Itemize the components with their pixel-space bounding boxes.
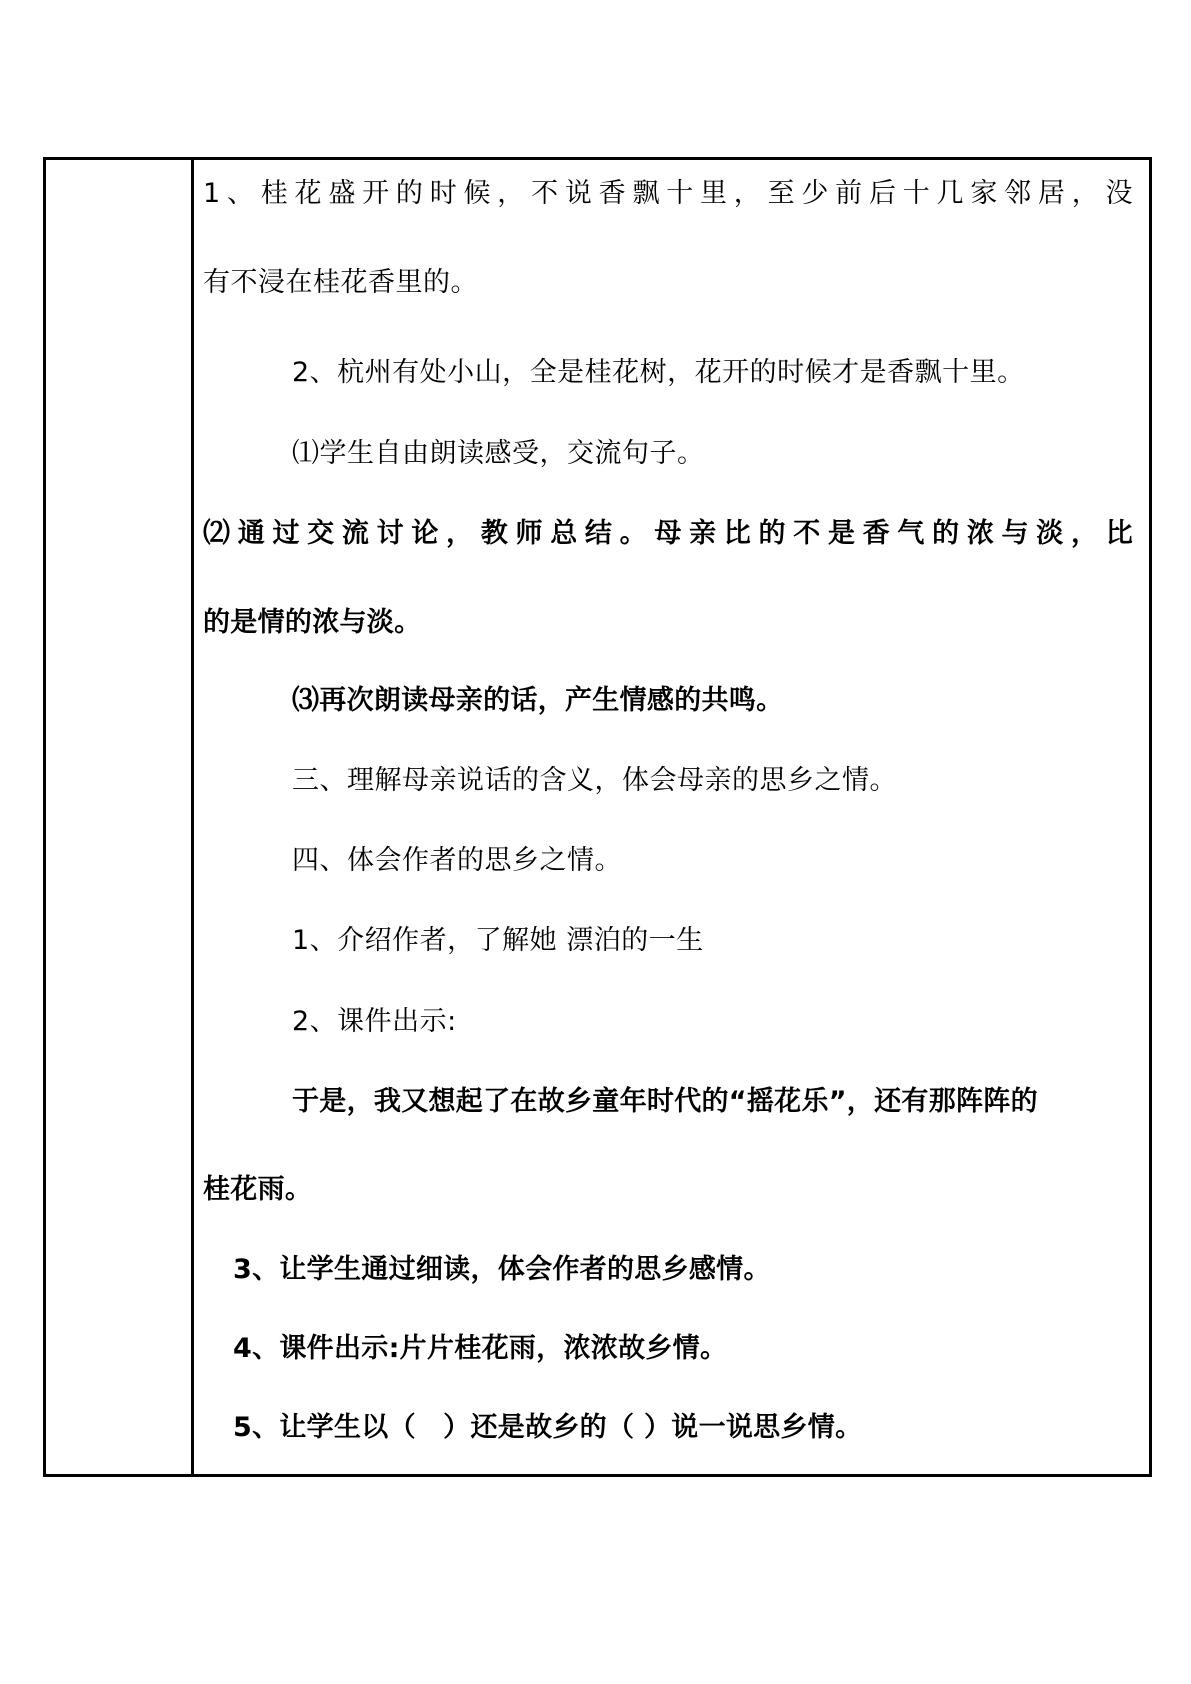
paragraph-line-13: 桂花雨。 — [203, 1174, 313, 1205]
paragraph-line-1: 1、桂花盛开的时候，不说香飘十里，至少前后十几家邻居，没 — [203, 178, 1133, 209]
paragraph-line-16: 5、让学生以（ ）还是故乡的（ ）说一说思乡情。 — [233, 1412, 863, 1443]
paragraph-line-9: 四、体会作者的思乡之情。 — [292, 845, 622, 876]
paragraph-line-12: 于是，我又想起了在故乡童年时代的“摇花乐”，还有那阵阵的 — [292, 1086, 1038, 1117]
label-column — [46, 160, 194, 1474]
paragraph-line-14: 3、让学生通过细读，体会作者的思乡感情。 — [233, 1254, 771, 1285]
paragraph-line-7: ⑶再次朗读母亲的话，产生情感的共鸣。 — [292, 685, 784, 716]
paragraph-line-8: 三、理解母亲说话的含义，体会母亲的思乡之情。 — [292, 765, 897, 796]
paragraph-line-2: 有不浸在桂花香里的。 — [203, 267, 478, 298]
paragraph-line-6: 的是情的浓与淡。 — [203, 607, 422, 638]
paragraph-line-5: ⑵通过交流讨论，教师总结。母亲比的不是香气的浓与淡，比 — [203, 518, 1133, 549]
paragraph-line-10: 1、介绍作者，了解她 漂泊的一生 — [292, 925, 704, 956]
lesson-table — [43, 157, 1152, 1477]
paragraph-line-11: 2、课件出示: — [292, 1006, 457, 1037]
paragraph-line-3: 2、杭州有处小山，全是桂花树，花开的时候才是香飘十里。 — [292, 357, 1025, 388]
content-cell — [194, 160, 1149, 1474]
paragraph-line-4: ⑴学生自由朗读感受，交流句子。 — [292, 438, 705, 469]
paragraph-line-15: 4、课件出示:片片桂花雨，浓浓故乡情。 — [233, 1333, 728, 1364]
